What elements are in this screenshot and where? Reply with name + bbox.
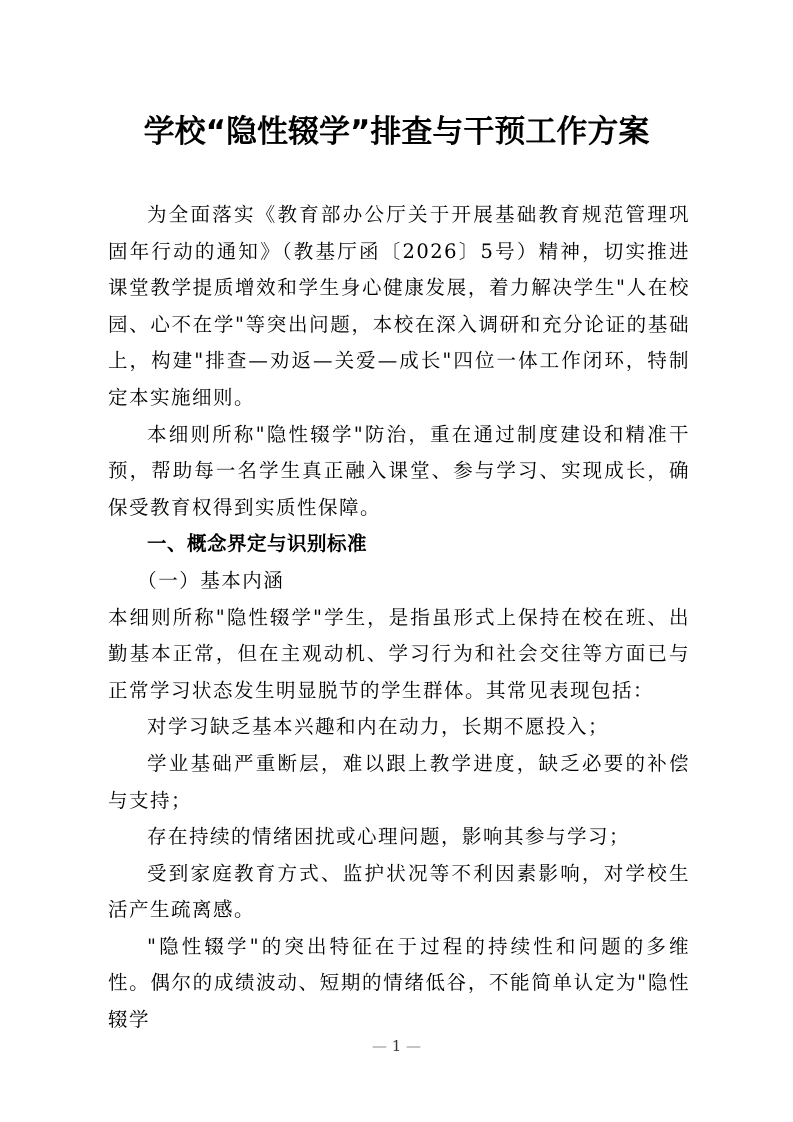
document-title: 学校“隐性辍学”排查与干预工作方案 <box>143 114 650 150</box>
paragraph-intro: 为全面落实《教育部办公厅关于开展基础教育规范管理巩固年行动的通知》（教基厅函〔2026〕5号）精神，切实推进课堂教学提质增效和学生身心健康发展，着力解决学生"人在校园、心不在学"等突出问题，本校在深入调研和充分论证的基础上，构建"排查—劝返—关爱—成长"四位一体工作闭环，特制定本实施细则。 <box>108 203 690 409</box>
page-footer <box>0 1037 793 1055</box>
paragraph-definition: 本细则所称"隐性辍学"学生，是指虽形式上保持在校在班、出勤基本正常，但在主观动机、学习行为和社会交往等方面已与正常学习状态发生明显脱节的学生群体。其常见表现包括： <box>108 605 690 702</box>
list-item-academic: 学业基础严重断层，难以跟上教学进度，缺乏必要的补偿与支持； <box>108 751 690 812</box>
footer-dash-right: — <box>406 1037 422 1055</box>
section-heading-1: 一、概念界定与识别标准 <box>147 532 368 556</box>
paragraph-purpose: 本细则所称"隐性辍学"防治，重在通过制度建设和精准干预，帮助每一名学生真正融入课堂、参与学习、实现成长，确保受教育权得到实质性保障。 <box>108 422 690 519</box>
list-item-emotional: 存在持续的情绪困扰或心理问题，影响其参与学习； <box>147 825 631 849</box>
document-body <box>108 197 690 1039</box>
footer-dash-left: — <box>371 1037 387 1055</box>
list-item-interest: 对学习缺乏基本兴趣和内在动力，长期不愿投入； <box>147 715 610 739</box>
paragraph-characteristics: "隐性辍学"的突出特征在于过程的持续性和问题的多维性。偶尔的成绩波动、短期的情绪低谷，不能简单认定为"隐性辍学 <box>108 934 690 1032</box>
list-item-family: 受到家庭教育方式、监护状况等不利因素影响，对学校生活产生疏离感。 <box>108 861 690 922</box>
subsection-heading-1: （一）基本内涵 <box>137 568 285 592</box>
page-number: 1 <box>391 1037 402 1055</box>
